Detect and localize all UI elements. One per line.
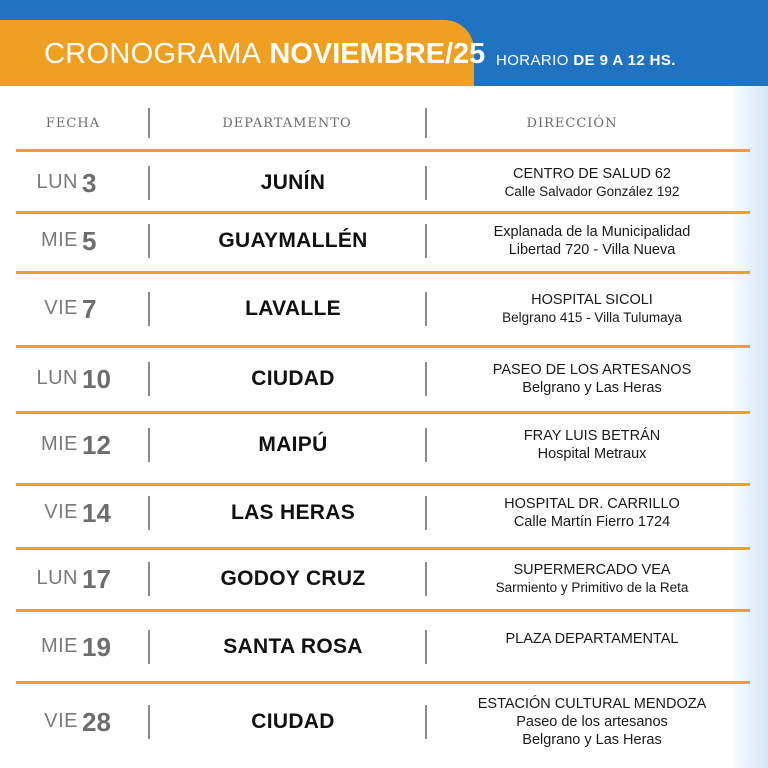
address-line: Libertad 720 - Villa Nueva bbox=[508, 242, 676, 258]
row-department: JUNÍN bbox=[260, 171, 326, 194]
address-line: PASEO DE LOS ARTESANOS bbox=[492, 362, 692, 378]
column-divider bbox=[148, 108, 150, 138]
row-separator bbox=[16, 411, 750, 414]
row-weekday: MIE bbox=[40, 229, 78, 251]
schedule-hours bbox=[496, 52, 676, 69]
address-line: SUPERMERCADO VEA bbox=[513, 562, 671, 578]
row-day-number: 5 bbox=[82, 226, 97, 256]
column-divider bbox=[148, 705, 150, 739]
row-address bbox=[436, 291, 748, 327]
row-separator bbox=[16, 547, 750, 550]
row-separator bbox=[16, 681, 750, 684]
row-day-number: 28 bbox=[82, 707, 111, 737]
column-header-date: FECHA bbox=[45, 116, 101, 131]
address-line: Sarmiento y Primitivo de la Reta bbox=[495, 580, 689, 595]
column-divider bbox=[148, 292, 150, 326]
row-weekday: VIE bbox=[44, 501, 78, 523]
column-divider bbox=[148, 166, 150, 200]
row-department: CIUDAD bbox=[251, 710, 335, 733]
address-line: FRAY LUIS BETRÁN bbox=[523, 428, 661, 444]
column-divider bbox=[425, 362, 427, 396]
row-day-number: 3 bbox=[82, 168, 97, 198]
row-separator bbox=[16, 271, 750, 274]
row-separator bbox=[16, 149, 750, 152]
row-day-number: 7 bbox=[82, 294, 97, 324]
row-weekday: VIE bbox=[44, 710, 78, 732]
row-department: LAS HERAS bbox=[230, 501, 356, 524]
address-line: Explanada de la Municipalidad bbox=[493, 224, 691, 240]
row-day-number: 10 bbox=[82, 364, 111, 394]
row-day-number: 12 bbox=[82, 430, 111, 460]
hours-prefix: HORARIO bbox=[496, 52, 569, 69]
address-line: HOSPITAL SICOLI bbox=[531, 292, 653, 308]
row-address bbox=[436, 495, 748, 531]
address-line: Calle Martín Fierro 1724 bbox=[513, 514, 671, 530]
column-divider bbox=[425, 428, 427, 462]
address-line: Belgrano 415 - Villa Tulumaya bbox=[502, 310, 682, 325]
row-department: MAIPÚ bbox=[258, 433, 328, 456]
row-address bbox=[436, 630, 748, 648]
address-line: CENTRO DE SALUD 62 bbox=[513, 166, 671, 182]
row-address bbox=[436, 695, 748, 749]
address-line: Hospital Metraux bbox=[537, 446, 647, 462]
column-divider bbox=[148, 562, 150, 596]
column-header-address: DIRECCIÓN bbox=[526, 116, 618, 131]
row-separator bbox=[16, 609, 750, 612]
row-day-number: 17 bbox=[82, 564, 111, 594]
column-divider bbox=[425, 562, 427, 596]
row-day-number: 14 bbox=[82, 498, 111, 528]
row-department: CIUDAD bbox=[251, 367, 335, 390]
column-divider bbox=[425, 630, 427, 664]
column-divider bbox=[148, 362, 150, 396]
row-address bbox=[436, 223, 748, 259]
address-line: Belgrano y Las Heras bbox=[522, 380, 662, 396]
address-line: HOSPITAL DR. CARRILLO bbox=[504, 496, 680, 512]
row-weekday: LUN bbox=[36, 367, 78, 389]
column-divider bbox=[425, 496, 427, 530]
title-prefix: CRONOGRAMA bbox=[44, 38, 262, 70]
column-divider bbox=[148, 428, 150, 462]
page-title bbox=[44, 38, 485, 71]
row-address bbox=[436, 561, 748, 597]
hours-range: DE 9 A 12 HS. bbox=[573, 52, 676, 69]
row-weekday: MIE bbox=[40, 635, 78, 657]
column-divider bbox=[148, 630, 150, 664]
row-department: SANTA ROSA bbox=[223, 635, 363, 658]
address-line: PLAZA DEPARTAMENTAL bbox=[505, 631, 679, 647]
address-line: ESTACIÓN CULTURAL MENDOZA bbox=[477, 696, 707, 712]
row-separator bbox=[16, 483, 750, 486]
column-divider bbox=[425, 705, 427, 739]
row-address bbox=[436, 427, 748, 463]
row-weekday: LUN bbox=[36, 171, 78, 193]
column-divider bbox=[148, 224, 150, 258]
address-line: Calle Salvador González 192 bbox=[504, 184, 680, 199]
address-line: Paseo de los artesanos bbox=[516, 714, 668, 730]
row-weekday: VIE bbox=[44, 297, 78, 319]
column-divider bbox=[425, 166, 427, 200]
row-weekday: MIE bbox=[40, 433, 78, 455]
row-weekday: LUN bbox=[36, 567, 78, 589]
column-divider bbox=[148, 496, 150, 530]
row-department: LAVALLE bbox=[245, 297, 341, 320]
row-department: GUAYMALLÉN bbox=[218, 229, 368, 252]
address-line: Belgrano y Las Heras bbox=[522, 732, 662, 748]
column-divider bbox=[425, 224, 427, 258]
row-department: GODOY CRUZ bbox=[220, 567, 366, 590]
column-divider bbox=[425, 108, 427, 138]
title-month: NOVIEMBRE/25 bbox=[269, 38, 486, 70]
column-header-department: DEPARTAMENTO bbox=[222, 116, 352, 131]
row-address bbox=[436, 361, 748, 397]
column-divider bbox=[425, 292, 427, 326]
row-day-number: 19 bbox=[82, 632, 111, 662]
row-separator bbox=[16, 211, 750, 214]
row-separator bbox=[16, 345, 750, 348]
row-address bbox=[436, 165, 748, 201]
